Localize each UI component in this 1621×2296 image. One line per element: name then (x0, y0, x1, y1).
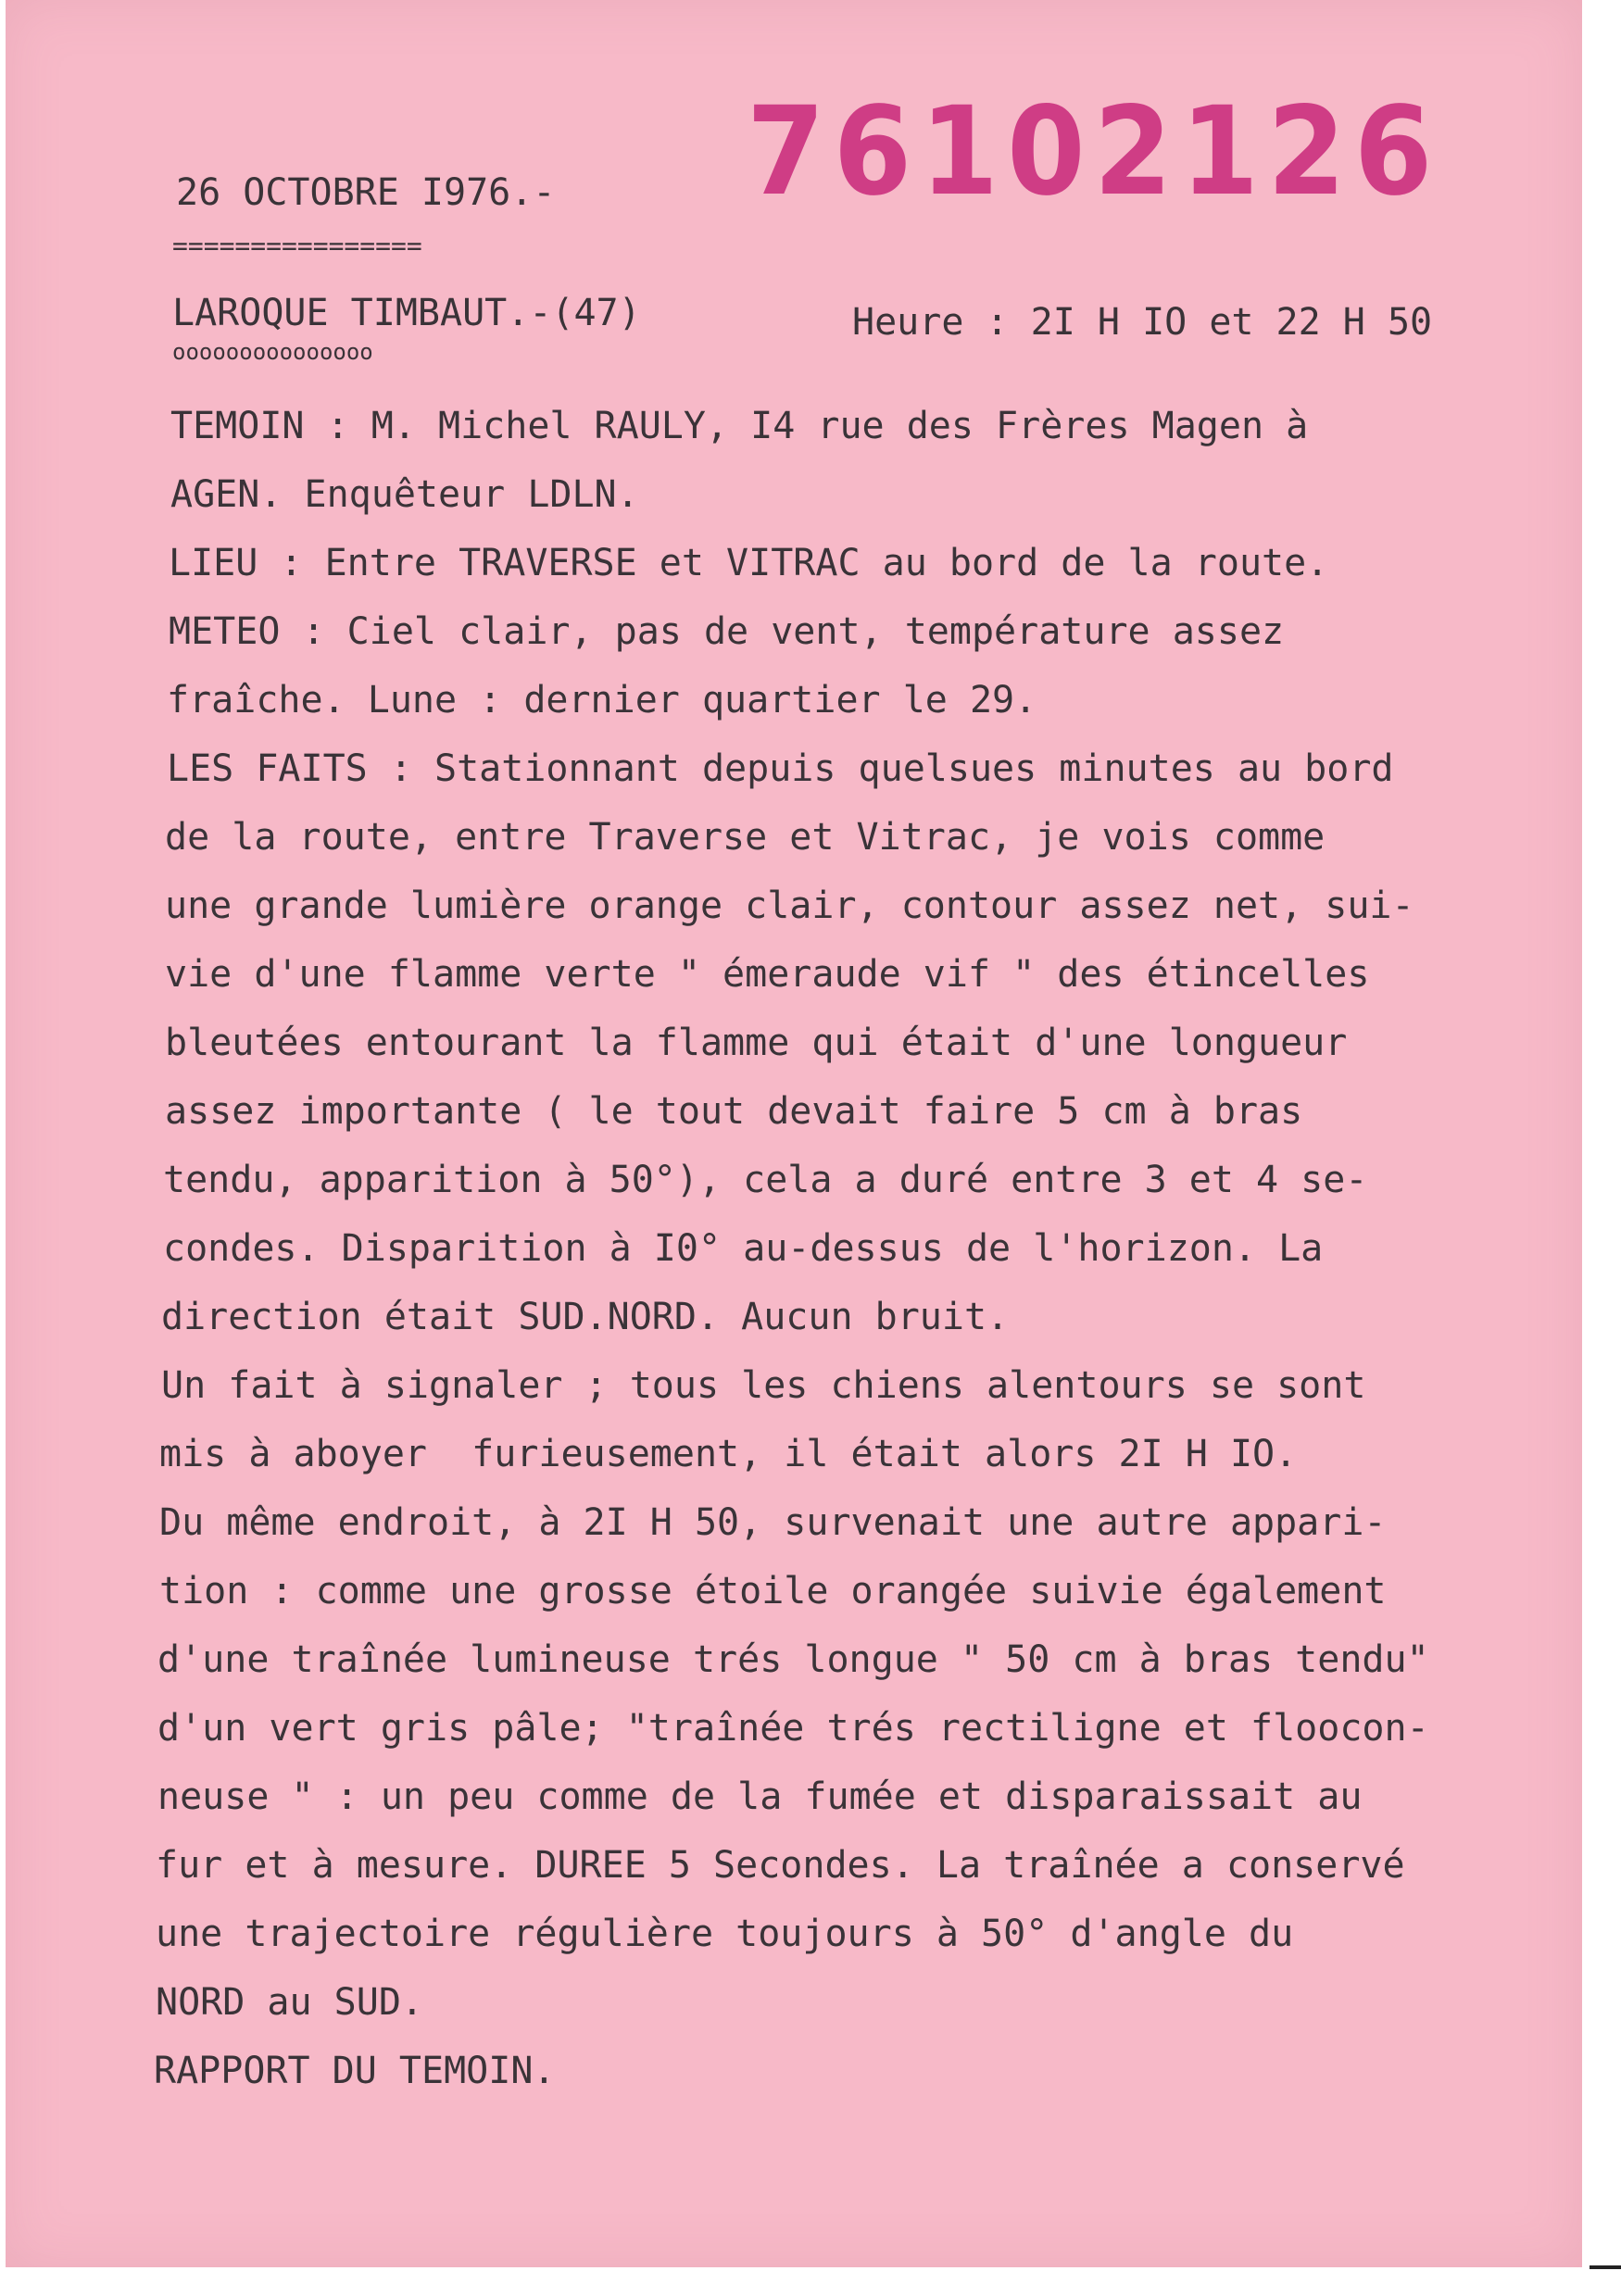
body-line: direction était SUD.NORD. Aucun bruit. (161, 1296, 1010, 1338)
body-line: METEO : Ciel clair, pas de vent, température assez (169, 610, 1285, 653)
body-line: de la route, entre Traverse et Vitrac, je vois comme (165, 816, 1326, 859)
report-location: LAROQUE TIMBAUT.-(47) (172, 292, 641, 334)
body-line: une grande lumière orange clair, contour assez net, sui- (165, 885, 1414, 927)
document-sheet (6, 0, 1582, 2267)
body-line: LIEU : Entre TRAVERSE et VITRAC au bord de la route. (169, 542, 1329, 584)
body-line: assez importante ( le tout devait faire 5 cm à bras (165, 1090, 1303, 1133)
report-date: 26 OCTOBRE I976.- (176, 171, 556, 214)
body-line: TEMOIN : M. Michel RAULY, I4 rue des Frères Magen à (170, 405, 1309, 447)
stamp-number: 76102126 (747, 81, 1441, 223)
body-line: Un fait à signaler ; tous les chiens alentours se sont (161, 1364, 1366, 1407)
body-line: bleutées entourant la flamme qui était d'une longueur (165, 1022, 1348, 1064)
report-time: Heure : 2I H IO et 22 H 50 (852, 301, 1433, 344)
date-underline: ================ (172, 231, 422, 261)
body-line: une trajectoire régulière toujours à 50° d'angle du (156, 1913, 1294, 1955)
edge-mark (1590, 2265, 1621, 2269)
body-line: neuse " : un peu comme de la fumée et disparaissait au (157, 1775, 1363, 1818)
body-line: NORD au SUD. (156, 1981, 423, 2024)
body-line: RAPPORT DU TEMOIN. (154, 2050, 556, 2092)
body-line: tendu, apparition à 50°), cela a duré entre 3 et 4 se- (163, 1159, 1368, 1201)
body-line: tion : comme une grosse étoile orangée suivie également (159, 1570, 1387, 1612)
body-line: fraîche. Lune : dernier quartier le 29. (167, 679, 1037, 721)
body-line: d'une traînée lumineuse trés longue " 50 cm à bras tendu" (157, 1638, 1429, 1681)
body-line: condes. Disparition à I0° au-dessus de l'horizon. La (163, 1227, 1324, 1270)
body-line: Du même endroit, à 2I H 50, survenait une autre appari- (159, 1501, 1387, 1544)
body-line: vie d'une flamme verte " émeraude vif " des étincelles (165, 953, 1370, 996)
body-line: AGEN. Enquêteur LDLN. (170, 473, 639, 516)
body-line: mis à aboyer furieusement, il était alors 2I H IO. (159, 1433, 1298, 1475)
body-line: fur et à mesure. DUREE 5 Secondes. La traînée a conservé (156, 1844, 1405, 1887)
body-line: d'un vert gris pâle; "traînée trés rectiligne et floocon- (157, 1707, 1429, 1750)
body-line: LES FAITS : Stationnant depuis quelsues minutes au bord (167, 747, 1394, 790)
location-underline: ooooooooooooooo (172, 339, 373, 365)
